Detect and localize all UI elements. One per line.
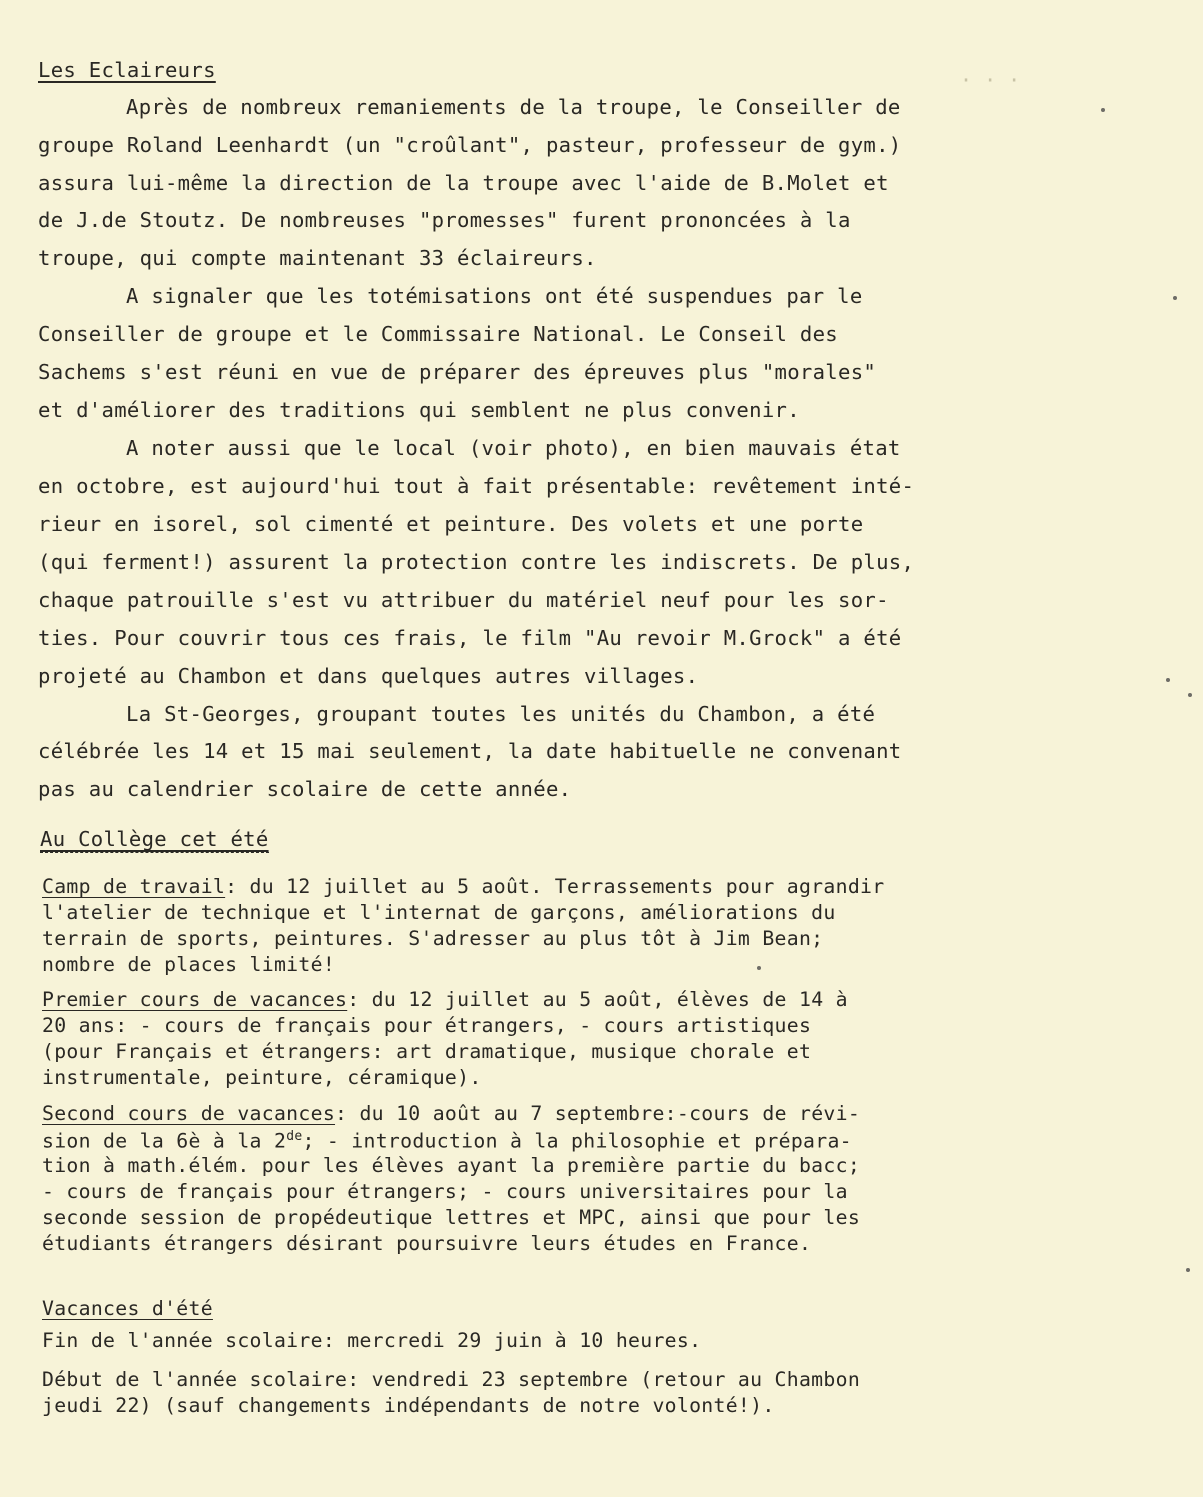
scan-speck	[1173, 296, 1177, 300]
text-line: A noter aussi que le local (voir photo), en bien mauvais état	[126, 436, 901, 460]
bleed-through-mark: · · ·	[960, 68, 1021, 92]
text-line: troupe, qui compte maintenant 33 éclaireurs.	[38, 246, 597, 270]
scan-speck	[1188, 693, 1192, 697]
text-line: étudiants étrangers désirant poursuivre leurs études en France.	[42, 1232, 812, 1255]
debut-annee-line: Début de l'année scolaire: vendredi 23 septembre (retour au Chambon	[42, 1368, 861, 1391]
second-cours-line	[42, 1104, 860, 1124]
text-line: pas au calendrier scolaire de cette année.	[38, 777, 572, 801]
text-line: en octobre, est aujourd'hui tout à fait présentable: revêtement inté-	[38, 474, 915, 498]
text-line: terrain de sports, peintures. S'adresser au plus tôt à Jim Bean;	[42, 927, 824, 950]
scan-speck	[1166, 678, 1170, 682]
scan-speck	[1101, 108, 1105, 112]
section-heading-vacances: Vacances d'été	[42, 1297, 213, 1320]
text-line: - cours de français pour étrangers; - cours universitaires pour la	[42, 1180, 848, 1203]
scan-speck	[1186, 1268, 1190, 1272]
text-line: A signaler que les totémisations ont été suspendues par le	[126, 284, 863, 308]
text-fragment: sion de la 6è à la 2	[42, 1129, 287, 1153]
text-line: tion à math.élém. pour les élèves ayant la première partie du bacc;	[42, 1154, 861, 1177]
text-line: (qui ferment!) assurent la protection contre les indiscrets. De plus,	[38, 550, 915, 574]
scan-speck	[757, 966, 761, 970]
text-fragment: ; - introduction à la philosophie et prépara-	[302, 1129, 852, 1153]
section-heading-college: Au Collège cet été	[40, 827, 269, 851]
text-line: Sachems s'est réuni en vue de préparer des épreuves plus "morales"	[38, 360, 877, 384]
section-heading-eclaireurs: Les Eclaireurs	[38, 58, 216, 82]
camp-travail-label: Camp de travail	[42, 875, 226, 898]
superscript: de	[286, 1129, 303, 1144]
premier-cours-label: Premier cours de vacances	[42, 988, 348, 1011]
text-line: Après de nombreux remaniements de la troupe, le Conseiller de	[126, 95, 901, 119]
text-line: La St-Georges, groupant toutes les unités du Chambon, a été	[126, 702, 876, 726]
second-cours-line-2	[42, 1130, 852, 1151]
camp-travail-line	[42, 877, 884, 897]
text-line: seconde session de propédeutique lettres et MPC, ainsi que pour les	[42, 1206, 861, 1229]
second-cours-label: Second cours de vacances	[42, 1102, 336, 1125]
text-line: nombre de places limité!	[42, 953, 336, 976]
text-line: l'atelier de technique et l'internat de garçons, améliorations du	[42, 901, 836, 924]
text-line: 20 ans: - cours de français pour étrangers, - cours artistiques	[42, 1014, 812, 1037]
premier-cours-text: : du 12 juillet au 5 août, élèves de 14 à	[347, 988, 848, 1011]
text-line: (pour Français et étrangers: art dramatique, musique chorale et	[42, 1040, 812, 1063]
camp-travail-text: : du 12 juillet au 5 août. Terrassements pour agrandir	[225, 875, 885, 898]
text-line: de J.de Stoutz. De nombreuses "promesses" furent prononcées à la	[38, 208, 851, 232]
fin-annee-line: Fin de l'année scolaire: mercredi 29 juin à 10 heures.	[42, 1329, 702, 1352]
text-line: assura lui-même la direction de la troupe avec l'aide de B.Molet et	[38, 171, 889, 195]
premier-cours-line	[42, 990, 848, 1010]
text-line: instrumentale, peinture, céramique).	[42, 1066, 482, 1089]
text-line: projeté au Chambon et dans quelques autres villages.	[38, 664, 699, 688]
text-line: célébrée les 14 et 15 mai seulement, la date habituelle ne convenant	[38, 739, 902, 763]
text-line: rieur en isorel, sol cimenté et peinture. Des volets et une porte	[38, 512, 864, 536]
text-line: chaque patrouille s'est vu attribuer du matériel neuf pour les sor-	[38, 588, 889, 612]
text-line: groupe Roland Leenhardt (un "croûlant", pasteur, professeur de gym.)	[38, 133, 902, 157]
second-cours-text: : du 10 août au 7 septembre:-cours de révi-	[335, 1102, 861, 1125]
text-line: ties. Pour couvrir tous ces frais, le film "Au revoir M.Grock" a été	[38, 626, 902, 650]
debut-annee-line-2: jeudi 22) (sauf changements indépendants de notre volonté!).	[42, 1394, 775, 1417]
text-line: Conseiller de groupe et le Commissaire National. Le Conseil des	[38, 322, 839, 346]
text-line: et d'améliorer des traditions qui semblent ne plus convenir.	[38, 398, 800, 422]
